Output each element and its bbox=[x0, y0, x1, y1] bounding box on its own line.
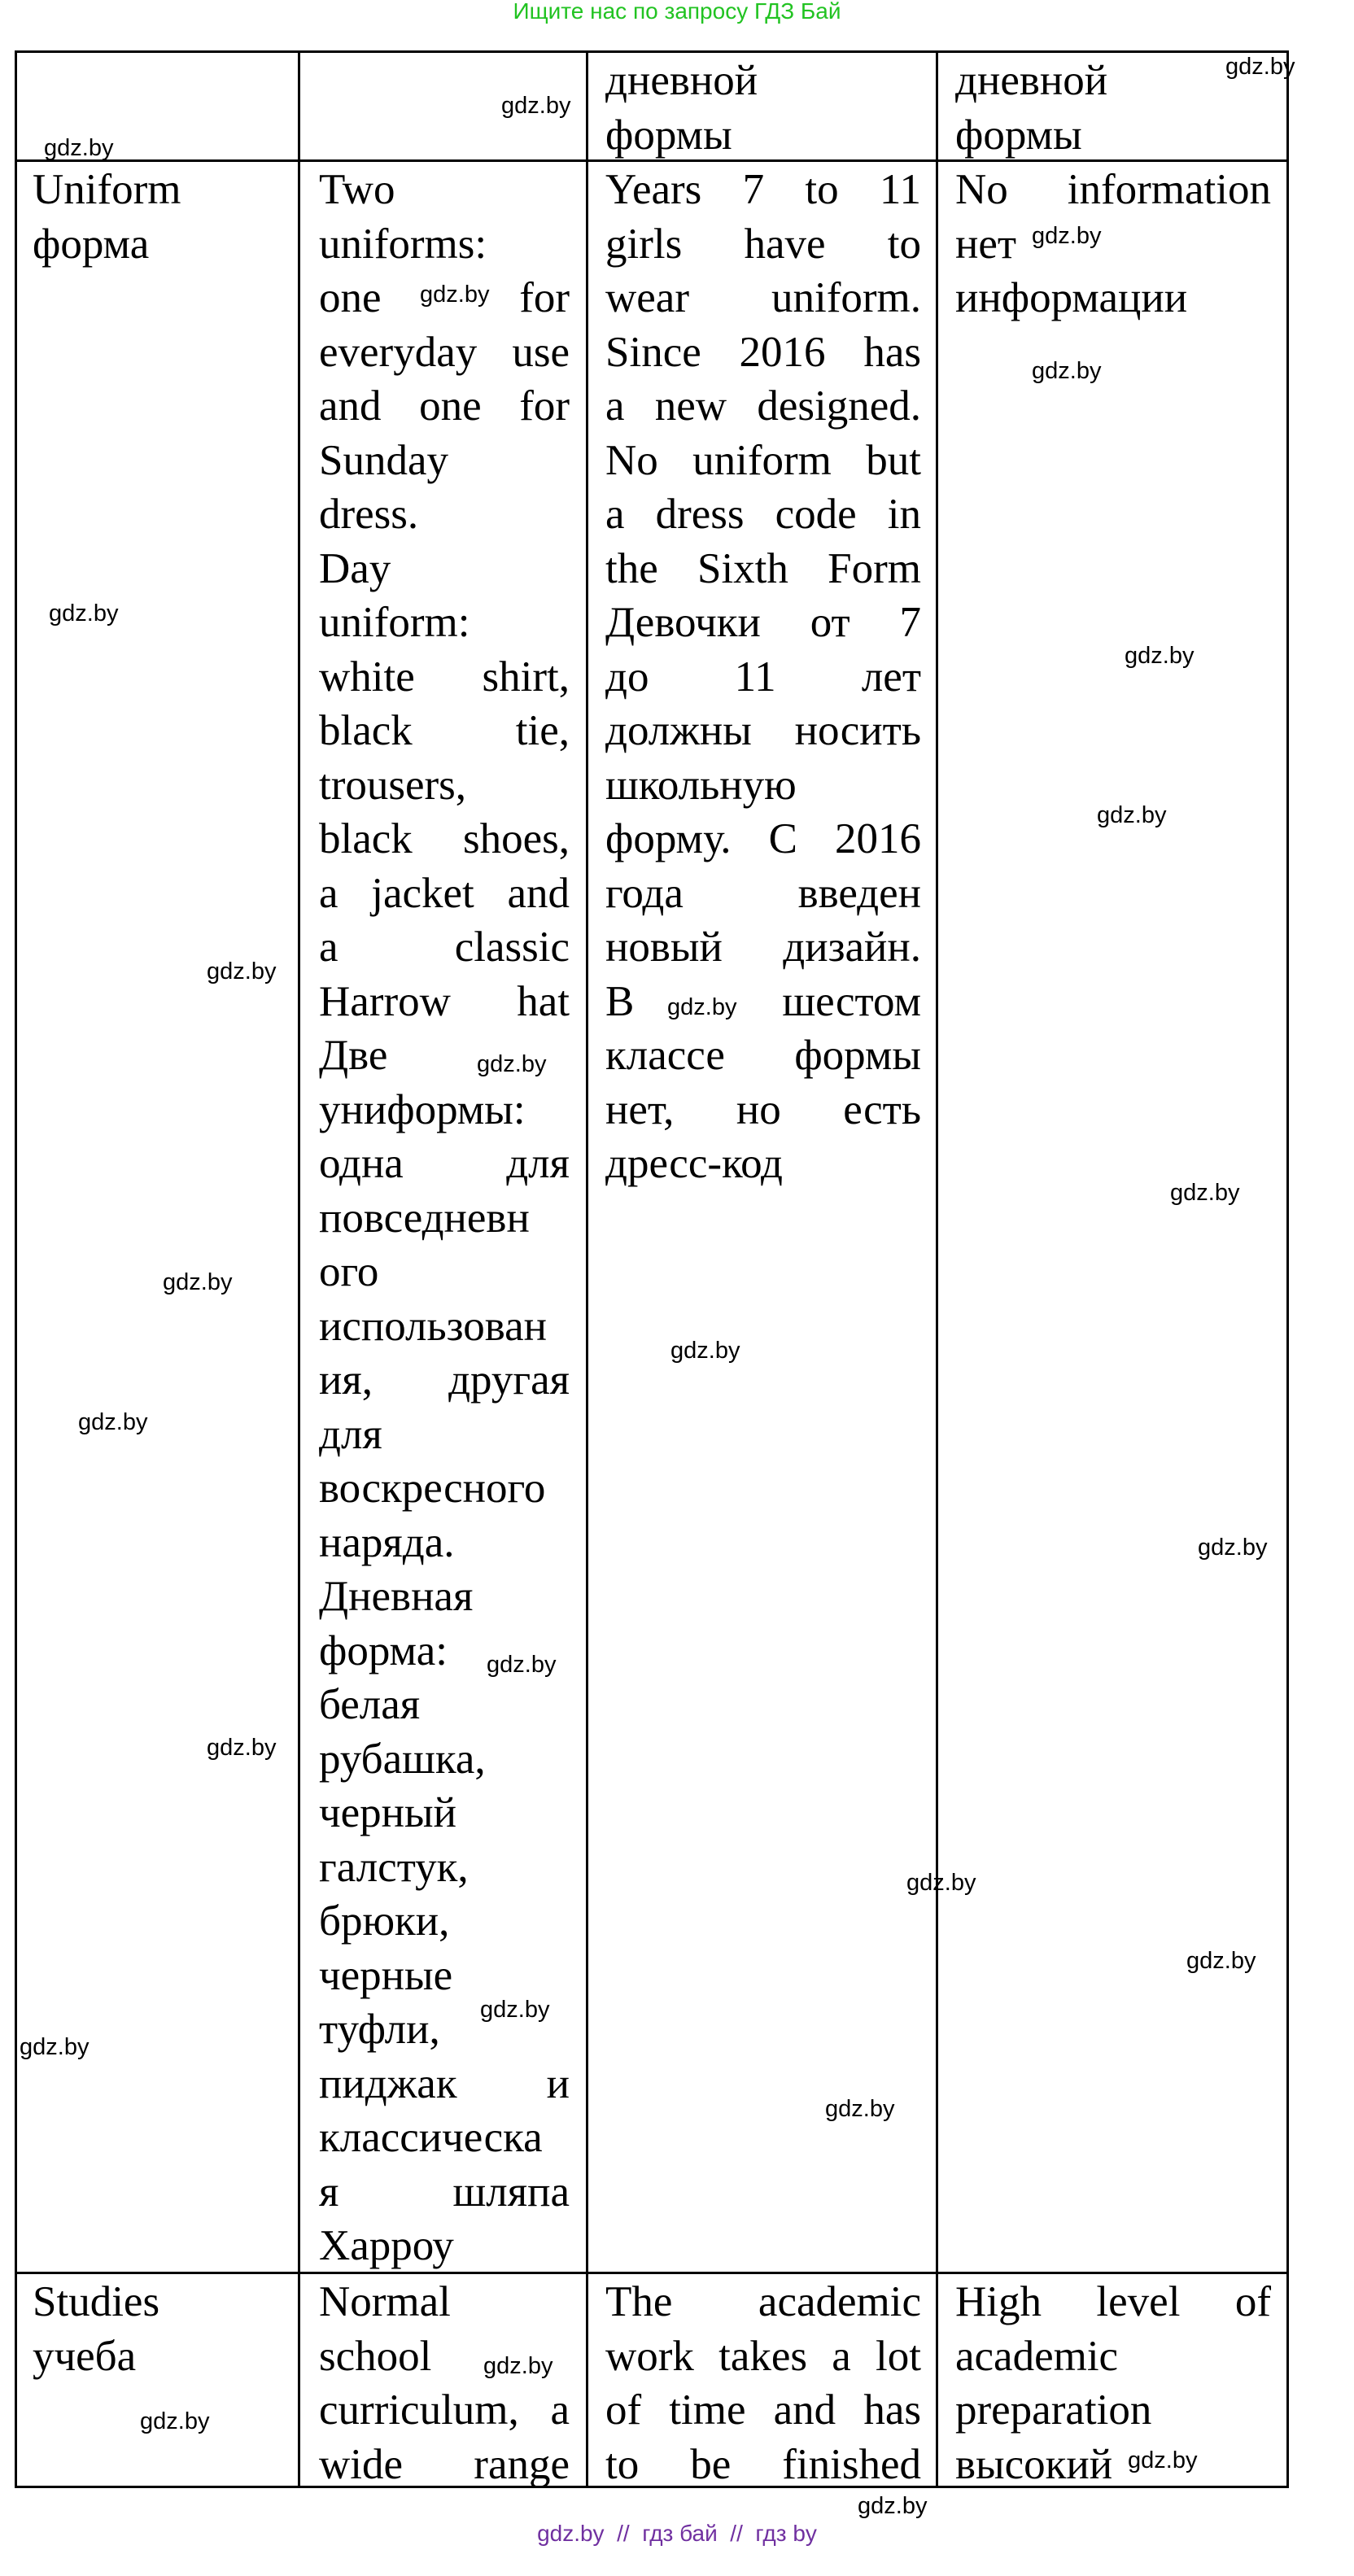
cell-word: dress. bbox=[319, 491, 419, 538]
cell-line bbox=[955, 271, 1271, 325]
cell-line bbox=[319, 434, 570, 488]
watermark: gdz.by bbox=[1125, 643, 1195, 669]
cell-word: to bbox=[805, 166, 839, 213]
cell-word: Харроу bbox=[319, 2222, 454, 2269]
watermark: gdz.by bbox=[825, 2096, 895, 2122]
cell-word: uniforms: bbox=[319, 220, 487, 268]
cell-word: шестом bbox=[782, 977, 921, 1025]
cell-word: to bbox=[887, 220, 921, 268]
cell-word: от bbox=[810, 599, 850, 646]
footer-links: gdz.by // гдз бай // гдз by bbox=[537, 2521, 817, 2546]
watermark: gdz.by bbox=[1032, 358, 1102, 384]
cell-word: формы bbox=[955, 111, 1082, 159]
cell-line bbox=[605, 704, 921, 758]
cell-line bbox=[955, 163, 1271, 217]
cell-word: one bbox=[319, 274, 382, 321]
cell-word: of bbox=[605, 2386, 642, 2434]
cell-word: tie, bbox=[515, 707, 570, 754]
cell-word: academic bbox=[955, 2332, 1119, 2380]
cell-word: использован bbox=[319, 1302, 548, 1350]
cell-word: one bbox=[419, 382, 482, 430]
cell-word: для bbox=[319, 1410, 382, 1458]
cell-word: jacket bbox=[371, 869, 474, 917]
column-divider bbox=[936, 50, 938, 2488]
cell-line bbox=[955, 2383, 1271, 2438]
watermark: gdz.by bbox=[483, 2353, 553, 2379]
cell-word: and bbox=[507, 869, 570, 917]
cell-word: hat bbox=[517, 977, 570, 1025]
cell-line bbox=[319, 1245, 570, 1299]
cell-word: черный bbox=[319, 1789, 457, 1836]
cell-line bbox=[605, 1137, 921, 1191]
cell-word: new bbox=[654, 382, 727, 430]
cell-word: высокий bbox=[955, 2440, 1113, 2488]
cell-word: academic bbox=[758, 2278, 921, 2325]
cell-word: a bbox=[550, 2386, 570, 2434]
cell-word: шляпа bbox=[452, 2168, 570, 2216]
cell-word: введен bbox=[797, 869, 921, 917]
cell-word: has bbox=[863, 328, 921, 376]
cell-line bbox=[605, 1083, 921, 1137]
row-divider bbox=[15, 2272, 1289, 2274]
cell-line bbox=[319, 2111, 570, 2165]
cell-line bbox=[605, 54, 921, 108]
cell-line bbox=[319, 1083, 570, 1137]
watermark: gdz.by bbox=[667, 994, 737, 1020]
cell-line bbox=[319, 596, 570, 650]
cell-line bbox=[605, 975, 921, 1029]
watermark: gdz.by bbox=[207, 1735, 277, 1761]
cell-line bbox=[319, 487, 570, 542]
cell-word: информации bbox=[955, 274, 1188, 321]
cell-line bbox=[319, 758, 570, 813]
cell-word: work bbox=[605, 2332, 694, 2380]
cell-word: есть bbox=[843, 1085, 921, 1133]
table-cell bbox=[33, 163, 277, 271]
cell-word: uniform. bbox=[771, 274, 921, 321]
cell-word: 7 bbox=[899, 599, 921, 646]
cell-line bbox=[319, 1949, 570, 2003]
cell-word: до bbox=[605, 653, 649, 701]
cell-word: and bbox=[773, 2386, 836, 2434]
cell-word: формы bbox=[794, 1032, 921, 1079]
cell-line bbox=[319, 650, 570, 705]
cell-word: наряда. bbox=[319, 1518, 455, 1566]
cell-word: takes bbox=[718, 2332, 808, 2380]
cell-line bbox=[605, 2329, 921, 2384]
cell-line bbox=[319, 2383, 570, 2438]
cell-line bbox=[33, 163, 277, 217]
cell-word: shoes, bbox=[462, 815, 570, 862]
cell-word: uniform bbox=[692, 436, 832, 484]
table-cell bbox=[605, 163, 921, 1191]
cell-word: 11 bbox=[734, 653, 776, 701]
cell-line bbox=[319, 2165, 570, 2220]
cell-word: a bbox=[319, 923, 338, 971]
cell-line bbox=[605, 163, 921, 217]
cell-word: носить bbox=[794, 707, 921, 754]
cell-word: форма bbox=[33, 220, 150, 268]
cell-word: has bbox=[863, 2386, 921, 2434]
cell-line bbox=[319, 2275, 570, 2329]
table-cell bbox=[955, 54, 1271, 162]
watermark: gdz.by bbox=[207, 958, 277, 985]
cell-word: No bbox=[605, 436, 658, 484]
cell-word: но bbox=[736, 1085, 781, 1133]
cell-line bbox=[605, 108, 921, 163]
watermark: gdz.by bbox=[1128, 2447, 1198, 2473]
cell-line bbox=[605, 542, 921, 596]
cell-line bbox=[955, 2438, 1271, 2492]
cell-line bbox=[319, 1408, 570, 1462]
cell-word: 7 bbox=[742, 166, 765, 213]
watermark: gdz.by bbox=[858, 2493, 928, 2519]
cell-word: должны bbox=[605, 707, 752, 754]
watermark: gdz.by bbox=[140, 2408, 210, 2434]
cell-line bbox=[319, 1678, 570, 1732]
cell-word: Years bbox=[605, 166, 702, 213]
cell-word: формы bbox=[605, 111, 732, 159]
column-divider bbox=[586, 50, 588, 2488]
watermark: gdz.by bbox=[906, 1870, 976, 1896]
table-cell bbox=[319, 163, 570, 2273]
cell-word: in bbox=[887, 491, 921, 538]
cell-word: to bbox=[605, 2440, 640, 2488]
cell-word: 2016 bbox=[834, 815, 921, 862]
cell-line bbox=[319, 542, 570, 596]
cell-word: designed. bbox=[757, 382, 921, 430]
cell-word: The bbox=[605, 2278, 673, 2325]
cell-word: рубашка, bbox=[319, 1735, 486, 1783]
cell-word: wide bbox=[319, 2440, 404, 2488]
cell-word: High bbox=[955, 2278, 1042, 2325]
cell-line bbox=[319, 2438, 570, 2492]
cell-word: 2016 bbox=[739, 328, 826, 376]
cell-line bbox=[605, 596, 921, 650]
cell-word: Studies bbox=[33, 2278, 160, 2325]
cell-line bbox=[33, 2275, 277, 2329]
cell-word: a bbox=[605, 382, 625, 430]
cell-word: белая bbox=[319, 1681, 421, 1728]
watermark: gdz.by bbox=[670, 1338, 740, 1364]
cell-word: classic bbox=[454, 923, 570, 971]
cell-word: No bbox=[955, 166, 1008, 213]
watermark: gdz.by bbox=[480, 1997, 550, 2023]
column-divider bbox=[298, 50, 300, 2488]
cell-word: level bbox=[1096, 2278, 1181, 2325]
cell-line bbox=[319, 1516, 570, 1570]
cell-line bbox=[319, 867, 570, 921]
cell-word: Two bbox=[319, 166, 395, 213]
cell-line bbox=[605, 434, 921, 488]
cell-word: лет bbox=[861, 653, 921, 701]
watermark: gdz.by bbox=[1186, 1948, 1256, 1974]
cell-word: for bbox=[519, 274, 570, 321]
cell-line bbox=[319, 1137, 570, 1191]
cell-word: форма: bbox=[319, 1626, 448, 1674]
cell-word: нет, bbox=[605, 1085, 675, 1133]
cell-word: воскресного bbox=[319, 1465, 546, 1512]
cell-word: Normal bbox=[319, 2278, 451, 2325]
cell-word: range bbox=[474, 2440, 570, 2488]
watermark: gdz.by bbox=[49, 600, 119, 627]
cell-word: учеба bbox=[33, 2332, 137, 2380]
cell-line bbox=[319, 1191, 570, 1246]
cell-line bbox=[955, 2275, 1271, 2329]
cell-line bbox=[605, 1028, 921, 1083]
cell-word: wear bbox=[605, 274, 689, 321]
cell-line bbox=[605, 379, 921, 434]
cell-word: school bbox=[319, 2332, 432, 2380]
cell-word: the bbox=[605, 544, 658, 592]
cell-word: дневной bbox=[955, 57, 1108, 104]
cell-line bbox=[605, 812, 921, 867]
watermark: gdz.by bbox=[477, 1051, 547, 1077]
cell-word: a bbox=[605, 491, 625, 538]
cell-word: uniform: bbox=[319, 599, 470, 646]
cell-line bbox=[605, 2383, 921, 2438]
cell-word: Дневная bbox=[319, 1573, 474, 1620]
cell-word: trousers, bbox=[319, 761, 467, 809]
cell-word: одна bbox=[319, 1140, 404, 1187]
cell-word: повседневн bbox=[319, 1194, 530, 1242]
table-cell bbox=[955, 163, 1271, 325]
footer bbox=[0, 2521, 1354, 2547]
cell-word: пиджак bbox=[319, 2059, 457, 2107]
cell-line bbox=[33, 2329, 277, 2384]
cell-word: a bbox=[832, 2332, 851, 2380]
cell-line bbox=[319, 217, 570, 272]
cell-line bbox=[319, 1894, 570, 1949]
cell-line bbox=[955, 2329, 1271, 2384]
cell-word: для bbox=[506, 1140, 570, 1187]
watermark: gdz.by bbox=[1032, 223, 1102, 249]
cell-line bbox=[319, 1461, 570, 1516]
cell-line bbox=[605, 2275, 921, 2329]
cell-word: use bbox=[512, 328, 570, 376]
cell-line bbox=[319, 1732, 570, 1787]
watermark: gdz.by bbox=[1225, 54, 1295, 80]
cell-word: другая bbox=[448, 1356, 570, 1404]
cell-line bbox=[319, 379, 570, 434]
cell-word: and bbox=[319, 382, 382, 430]
cell-word: have bbox=[744, 220, 826, 268]
cell-word: shirt, bbox=[482, 653, 570, 701]
watermark: gdz.by bbox=[78, 1409, 148, 1435]
watermark: gdz.by bbox=[20, 2034, 90, 2060]
table-cell bbox=[605, 54, 921, 162]
table-cell bbox=[605, 2275, 921, 2491]
cell-word: for bbox=[519, 382, 570, 430]
cell-word: girls bbox=[605, 220, 683, 268]
watermark: gdz.by bbox=[1198, 1535, 1268, 1561]
watermark: gdz.by bbox=[501, 93, 571, 119]
cell-word: Две bbox=[319, 1032, 388, 1079]
cell-word: новый bbox=[605, 923, 723, 971]
cell-line bbox=[319, 163, 570, 217]
cell-line bbox=[319, 2219, 570, 2273]
table-cell bbox=[33, 2275, 277, 2383]
cell-line bbox=[605, 325, 921, 380]
cell-line bbox=[319, 1353, 570, 1408]
cell-word: школьную bbox=[605, 761, 797, 809]
watermark: gdz.by bbox=[420, 282, 490, 308]
cell-word: but bbox=[866, 436, 921, 484]
cell-word: Since bbox=[605, 328, 701, 376]
cell-word: information bbox=[1067, 166, 1271, 213]
cell-word: форму. bbox=[605, 815, 732, 862]
cell-line bbox=[605, 217, 921, 272]
cell-word: curriculum, bbox=[319, 2386, 519, 2434]
cell-line bbox=[955, 54, 1271, 108]
cell-line bbox=[605, 920, 921, 975]
cell-word: time bbox=[669, 2386, 746, 2434]
cell-word: В bbox=[605, 977, 635, 1025]
cell-word: Uniform bbox=[33, 166, 181, 213]
cell-line bbox=[319, 325, 570, 380]
cell-line bbox=[33, 217, 277, 272]
cell-line bbox=[319, 2057, 570, 2111]
cell-word: Девочки bbox=[605, 599, 761, 646]
table-cell bbox=[319, 2275, 570, 2491]
cell-word: Form bbox=[828, 544, 921, 592]
cell-line bbox=[319, 704, 570, 758]
cell-word: Harrow bbox=[319, 977, 451, 1025]
watermark: gdz.by bbox=[163, 1269, 233, 1295]
table-cell bbox=[955, 2275, 1271, 2491]
cell-word: ого bbox=[319, 1248, 379, 1295]
cell-line bbox=[319, 1840, 570, 1895]
cell-line bbox=[605, 487, 921, 542]
cell-word: черные bbox=[319, 1951, 453, 1999]
cell-word: a bbox=[319, 869, 338, 917]
cell-word: года bbox=[605, 869, 684, 917]
cell-word: finished bbox=[782, 2440, 921, 2488]
cell-word: 11 bbox=[879, 166, 921, 213]
cell-word: классе bbox=[605, 1032, 725, 1079]
watermark: gdz.by bbox=[1097, 802, 1167, 828]
cell-word: брюки, bbox=[319, 1897, 450, 1945]
cell-line bbox=[319, 812, 570, 867]
cell-word: of bbox=[1234, 2278, 1271, 2325]
cell-word: be bbox=[690, 2440, 732, 2488]
cell-word: нет bbox=[955, 220, 1017, 268]
cell-word: Sixth bbox=[697, 544, 788, 592]
cell-line bbox=[605, 2438, 921, 2492]
cell-word: black bbox=[319, 815, 413, 862]
cell-word: дресс-код bbox=[605, 1140, 784, 1187]
cell-word: классическа bbox=[319, 2114, 543, 2161]
cell-line bbox=[319, 920, 570, 975]
cell-line bbox=[955, 108, 1271, 163]
watermark: gdz.by bbox=[44, 135, 114, 161]
cell-word: Day bbox=[319, 544, 391, 592]
cell-word: everyday bbox=[319, 328, 478, 376]
cell-word: униформы: bbox=[319, 1085, 526, 1133]
watermark: gdz.by bbox=[1170, 1180, 1240, 1206]
cell-line bbox=[319, 975, 570, 1029]
cell-line bbox=[605, 271, 921, 325]
cell-line bbox=[319, 1570, 570, 1624]
cell-word: white bbox=[319, 653, 415, 701]
cell-word: lot bbox=[876, 2332, 921, 2380]
cell-word: preparation bbox=[955, 2386, 1152, 2434]
cell-word: туфли, bbox=[319, 2006, 440, 2053]
cell-word: Sunday bbox=[319, 436, 448, 484]
cell-line bbox=[605, 867, 921, 921]
cell-word: и bbox=[546, 2059, 570, 2107]
cell-word: я bbox=[319, 2168, 339, 2216]
cell-word: black bbox=[319, 707, 413, 754]
cell-word: code bbox=[775, 491, 857, 538]
cell-line bbox=[605, 650, 921, 705]
cell-word: dress bbox=[655, 491, 745, 538]
cell-line bbox=[319, 1786, 570, 1840]
watermark: gdz.by bbox=[487, 1652, 557, 1678]
cell-word: ия, bbox=[319, 1356, 373, 1404]
cell-line bbox=[955, 217, 1271, 272]
cell-word: дневной bbox=[605, 57, 758, 104]
cell-word: С bbox=[768, 815, 797, 862]
cell-word: галстук, bbox=[319, 1843, 469, 1891]
cell-line bbox=[319, 1299, 570, 1354]
cell-word: дизайн. bbox=[783, 923, 921, 971]
cell-line bbox=[605, 758, 921, 813]
search-notice: Ищите нас по запросу ГДЗ Бай bbox=[513, 0, 841, 24]
